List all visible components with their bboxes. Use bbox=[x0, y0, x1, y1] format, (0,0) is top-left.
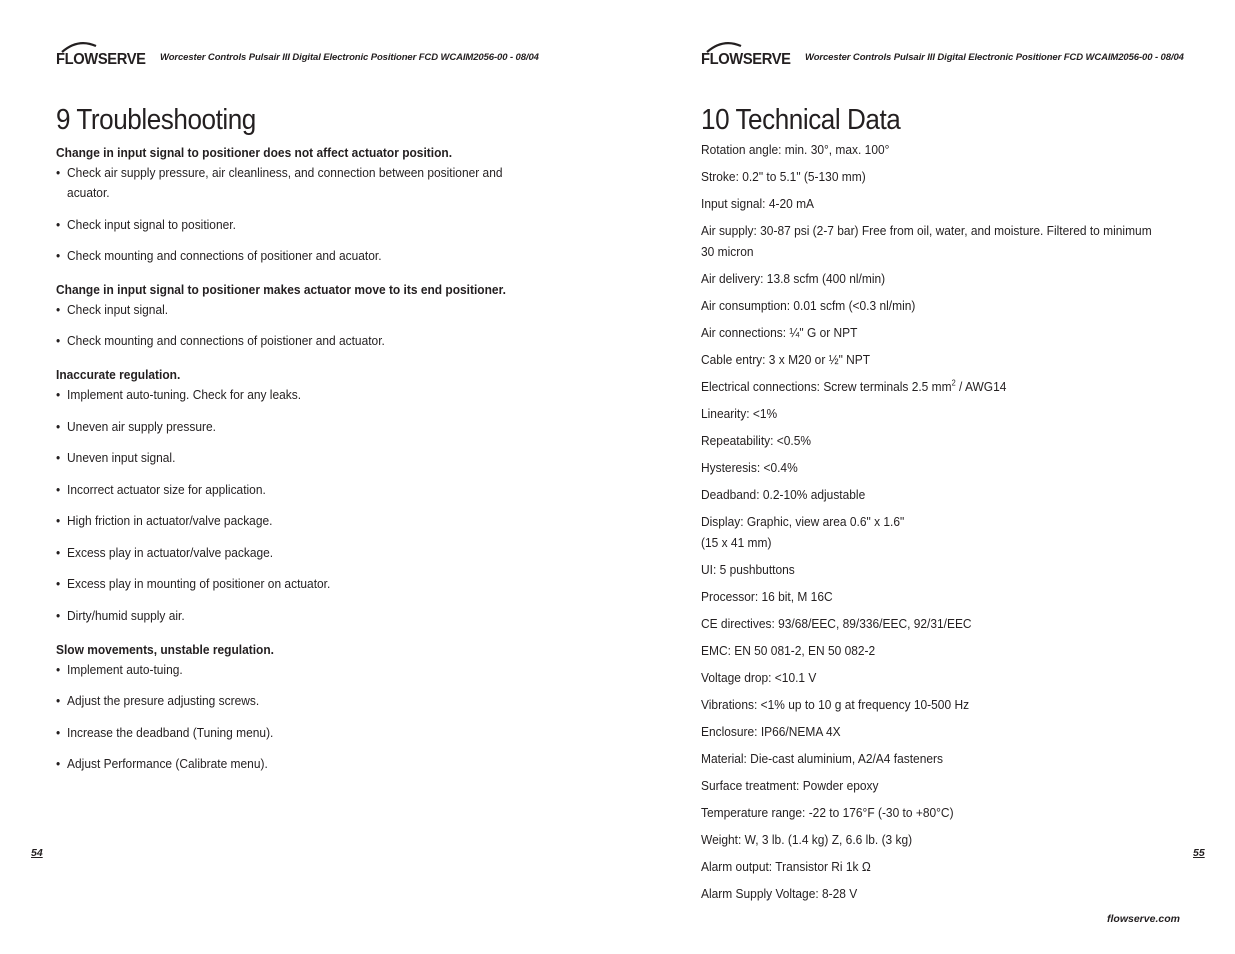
running-header: Worcester Controls Pulsair III Digital Electronic Positioner FCD WCAIM2056-00 - 08/04 bbox=[160, 52, 539, 63]
spec-line bbox=[701, 139, 889, 160]
bullet-icon: • bbox=[56, 693, 61, 708]
bullet-item bbox=[56, 245, 382, 266]
spec-line bbox=[701, 376, 1006, 397]
page-title: 9 Troubleshooting bbox=[56, 104, 256, 136]
flowserve-logo bbox=[701, 40, 793, 74]
bullet-text: Implement auto-tuning. Check for any leaks. bbox=[67, 387, 302, 402]
spec-line bbox=[701, 613, 972, 634]
bullet-text: Uneven input signal. bbox=[67, 450, 176, 465]
bullet-text: Check mounting and connections of positioner and acuator. bbox=[67, 248, 382, 263]
spec-line bbox=[701, 430, 811, 451]
flowserve-logo bbox=[56, 40, 148, 74]
spec-line bbox=[701, 457, 798, 478]
spec-text: Input signal: 4-20 mA bbox=[701, 196, 815, 211]
bullet-text: Uneven air supply pressure. bbox=[67, 419, 216, 434]
spec-line bbox=[701, 511, 904, 532]
bullet-icon: • bbox=[56, 248, 61, 263]
footer-url: flowserve.com bbox=[1107, 913, 1180, 925]
spec-line bbox=[701, 268, 885, 289]
page-title: 10 Technical Data bbox=[701, 104, 901, 136]
spec-text: Surface treatment: Powder epoxy bbox=[701, 778, 879, 793]
bullet-icon: • bbox=[56, 608, 61, 623]
bullet-text: Check air supply pressure, air cleanliness, and connection between positioner and bbox=[67, 165, 503, 180]
spec-text: Processor: 16 bit, M 16C bbox=[701, 589, 833, 604]
bullet-icon: • bbox=[56, 662, 61, 677]
bullet-item bbox=[56, 690, 259, 711]
bullet-icon: • bbox=[56, 576, 61, 591]
spec-text: Deadband: 0.2-10% adjustable bbox=[701, 487, 866, 502]
spec-text: Electrical connections: Screw terminals 2.5 mm bbox=[701, 379, 952, 394]
spec-text: Temperature range: -22 to 176°F (-30 to +80°C) bbox=[701, 805, 954, 820]
bullet-text: Dirty/humid supply air. bbox=[67, 608, 185, 623]
bullet-item bbox=[56, 162, 503, 183]
spec-line bbox=[701, 640, 875, 661]
bullet-icon: • bbox=[56, 387, 61, 402]
spec-text: Air delivery: 13.8 scfm (400 nl/min) bbox=[701, 271, 886, 286]
bullet-item bbox=[56, 330, 385, 351]
bullet-icon: • bbox=[56, 333, 61, 348]
bullet-item bbox=[56, 416, 216, 437]
bullet-text: Excess play in mounting of positioner on actuator. bbox=[67, 576, 331, 591]
spec-text: Rotation angle: min. 30°, max. 100° bbox=[701, 142, 890, 157]
running-header: Worcester Controls Pulsair III Digital Electronic Positioner FCD WCAIM2056-00 - 08/04 bbox=[805, 52, 1184, 63]
left-page bbox=[0, 0, 617, 954]
spec-line bbox=[701, 829, 912, 850]
bullet-text: Increase the deadband (Tuning menu). bbox=[67, 725, 274, 740]
spec-line bbox=[701, 484, 865, 505]
spec-text: Air consumption: 0.01 scfm (<0.3 nl/min) bbox=[701, 298, 916, 313]
logo-wordmark: FLOWSERVE bbox=[701, 51, 791, 68]
bullet-text: Check input signal. bbox=[67, 302, 169, 317]
spec-text: Weight: W, 3 lb. (1.4 kg) Z, 6.6 lb. (3 kg) bbox=[701, 832, 913, 847]
bullet-item bbox=[56, 479, 266, 500]
spec-text: Enclosure: IP66/NEMA 4X bbox=[701, 724, 841, 739]
spec-line bbox=[701, 349, 870, 370]
bullet-text: Incorrect actuator size for application. bbox=[67, 482, 266, 497]
bullet-icon: • bbox=[56, 217, 61, 232]
spec-line bbox=[701, 748, 943, 769]
bullet-text: High friction in actuator/valve package. bbox=[67, 513, 273, 528]
right-page bbox=[617, 0, 1235, 954]
bullet-icon: • bbox=[56, 165, 61, 180]
bullet-text: Implement auto-tuing. bbox=[67, 662, 183, 677]
spec-text: Voltage drop: <10.1 V bbox=[701, 670, 817, 685]
spec-line bbox=[701, 559, 795, 580]
bullet-item bbox=[56, 722, 273, 743]
bullet-item bbox=[56, 447, 175, 468]
spec-text: Stroke: 0.2" to 5.1" (5-130 mm) bbox=[701, 169, 866, 184]
bullet-item bbox=[56, 299, 168, 320]
bullet-icon: • bbox=[56, 756, 61, 771]
spec-line bbox=[701, 775, 879, 796]
bullet-text: Adjust Performance (Calibrate menu). bbox=[67, 756, 268, 771]
bullet-text: acuator. bbox=[67, 185, 110, 200]
spec-line bbox=[701, 295, 915, 316]
spec-line bbox=[701, 856, 871, 877]
spec-text: Cable entry: 3 x M20 or ½" NPT bbox=[701, 352, 871, 367]
section-heading: Slow movements, unstable regulation. bbox=[56, 642, 274, 657]
spec-text: Repeatability: <0.5% bbox=[701, 433, 812, 448]
spec-text: Alarm Supply Voltage: 8-28 V bbox=[701, 886, 858, 901]
bullet-item bbox=[56, 573, 330, 594]
section-heading: Change in input signal to positioner makes actuator move to its end positioner. bbox=[56, 282, 506, 297]
spec-text: Air supply: 30-87 psi (2-7 bar) Free from oil, water, and moisture. Filtered to minimum bbox=[701, 223, 1152, 238]
spec-text: Material: Die-cast aluminium, A2/A4 fasteners bbox=[701, 751, 943, 766]
bullet-item bbox=[56, 384, 301, 405]
logo-wordmark: FLOWSERVE bbox=[56, 51, 146, 68]
spec-line bbox=[701, 193, 814, 214]
spec-line bbox=[701, 322, 857, 343]
bullet-text: Check mounting and connections of poistioner and actuator. bbox=[67, 333, 385, 348]
spec-line bbox=[701, 586, 833, 607]
bullet-icon: • bbox=[56, 482, 61, 497]
bullet-item bbox=[56, 659, 183, 680]
spec-line bbox=[701, 166, 866, 187]
spec-line-continuation: 30 micron bbox=[701, 244, 754, 259]
bullet-icon: • bbox=[56, 450, 61, 465]
section-heading: Change in input signal to positioner does not affect actuator position. bbox=[56, 145, 453, 160]
bullet-icon: • bbox=[56, 513, 61, 528]
spec-line bbox=[701, 883, 857, 904]
bullet-item bbox=[56, 542, 273, 563]
spec-line bbox=[701, 802, 954, 823]
bullet-text: Check input signal to positioner. bbox=[67, 217, 236, 232]
bullet-icon: • bbox=[56, 725, 61, 740]
spec-text: Linearity: <1% bbox=[701, 406, 778, 421]
spec-line bbox=[701, 220, 1152, 241]
spec-text: CE directives: 93/68/EEC, 89/336/EEC, 92/31/EEC bbox=[701, 616, 972, 631]
bullet-item bbox=[56, 753, 268, 774]
spec-text: Alarm output: Transistor Ri 1k Ω bbox=[701, 859, 871, 874]
spec-text: EMC: EN 50 081-2, EN 50 082-2 bbox=[701, 643, 876, 658]
spec-line bbox=[701, 694, 969, 715]
page-number: 54 bbox=[31, 847, 43, 859]
spec-text-suffix: / AWG14 bbox=[955, 379, 1007, 394]
bullet-text: Excess play in actuator/valve package. bbox=[67, 545, 274, 560]
spec-text: Vibrations: <1% up to 10 g at frequency 10-500 Hz bbox=[701, 697, 970, 712]
section-heading: Inaccurate regulation. bbox=[56, 367, 181, 382]
spec-line bbox=[701, 667, 816, 688]
bullet-icon: • bbox=[56, 419, 61, 434]
bullet-item bbox=[56, 605, 185, 626]
spec-text: Air connections: ¼" G or NPT bbox=[701, 325, 858, 340]
spec-line-continuation: (15 x 41 mm) bbox=[701, 535, 772, 550]
bullet-icon: • bbox=[56, 302, 61, 317]
page-number: 55 bbox=[1193, 847, 1205, 859]
spec-superscript: 2 bbox=[951, 378, 956, 388]
bullet-item bbox=[56, 510, 272, 531]
bullet-item bbox=[56, 214, 236, 235]
spec-text: Display: Graphic, view area 0.6" x 1.6" bbox=[701, 514, 905, 529]
spec-line bbox=[701, 721, 841, 742]
spec-text: UI: 5 pushbuttons bbox=[701, 562, 795, 577]
bullet-icon: • bbox=[56, 545, 61, 560]
spec-text: Hysteresis: <0.4% bbox=[701, 460, 798, 475]
bullet-text: Adjust the presure adjusting screws. bbox=[67, 693, 260, 708]
bullet-item-continuation bbox=[56, 182, 110, 203]
spec-line bbox=[701, 403, 777, 424]
